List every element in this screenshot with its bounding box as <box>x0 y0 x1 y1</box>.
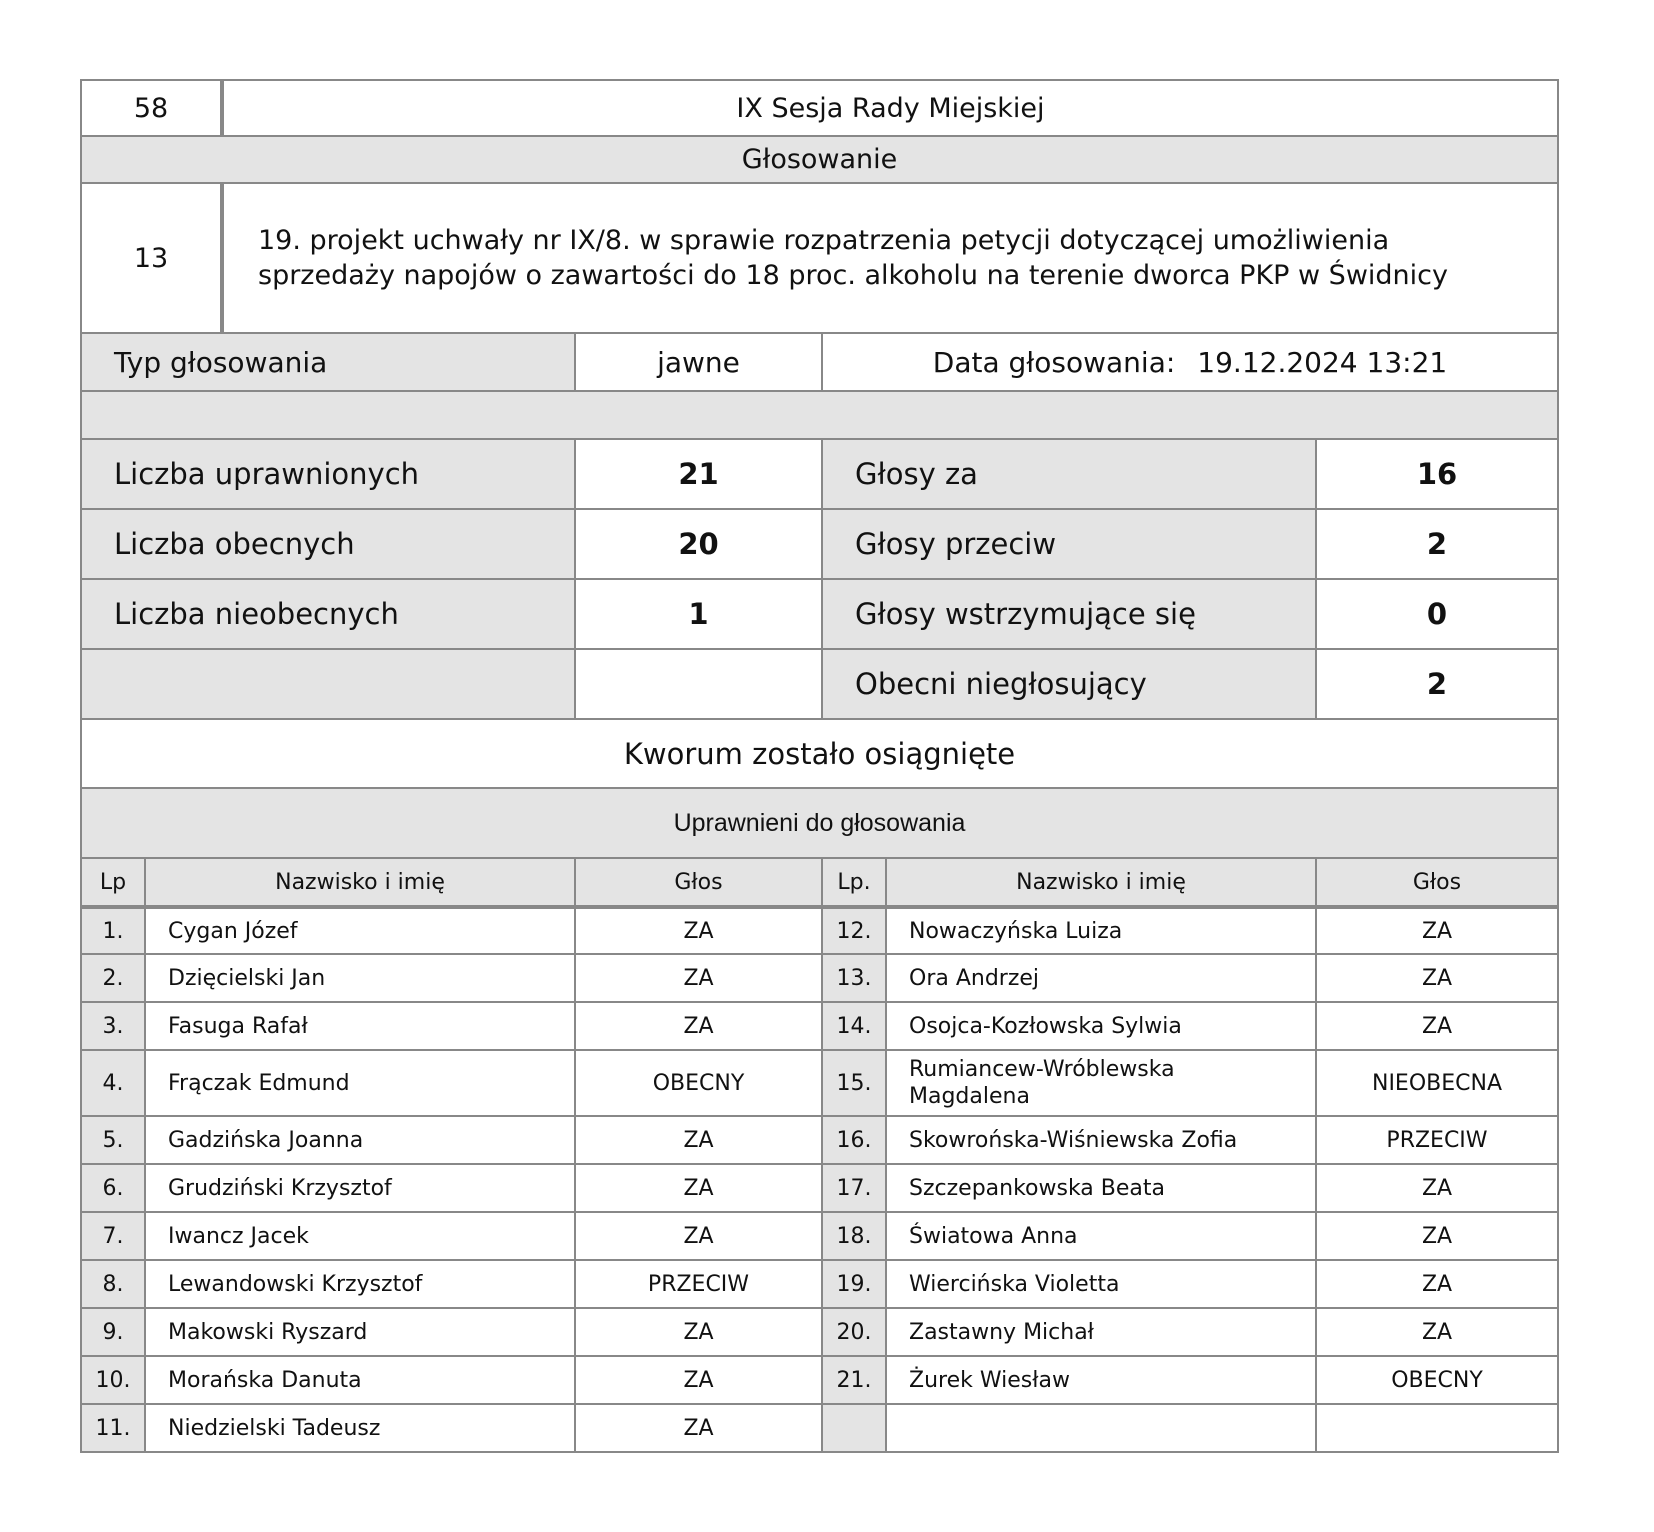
lp-cell: 12. <box>823 909 887 955</box>
name-cell: Niedzielski Tadeusz <box>146 1405 576 1453</box>
lp-cell: 5. <box>82 1117 146 1165</box>
name-cell <box>887 1003 1317 1051</box>
name-cell <box>887 955 1317 1003</box>
name-cell <box>887 1261 1317 1309</box>
name-cell <box>887 1357 1317 1405</box>
name-cell <box>887 1051 1317 1117</box>
name-cell <box>887 909 1317 955</box>
name-cell: Dzięcielski Jan <box>146 955 576 1003</box>
lp-cell: 20. <box>823 1309 887 1357</box>
name-line: Szczepankowska Beata <box>909 1175 1165 1201</box>
voting-title: Głosowanie <box>82 137 1559 184</box>
name-line: Zastawny Michał <box>909 1319 1094 1345</box>
name-cell: Gadzińska Joanna <box>146 1117 576 1165</box>
lp-cell: 4. <box>82 1051 146 1117</box>
vote-table-body <box>80 907 1559 1453</box>
name-cell: Lewandowski Krzysztof <box>146 1261 576 1309</box>
lp-cell: 2. <box>82 955 146 1003</box>
vote-cell: PRZECIW <box>1317 1117 1559 1165</box>
stats-row-3 <box>80 580 1559 650</box>
name-line: Wiercińska Violetta <box>909 1271 1120 1297</box>
item-description <box>224 184 1559 334</box>
vote-cell: ZA <box>576 1309 823 1357</box>
lp-cell: 8. <box>82 1261 146 1309</box>
name-line: Magdalena <box>909 1084 1030 1109</box>
lp-cell: 11. <box>82 1405 146 1453</box>
name-cell: Frączak Edmund <box>146 1051 576 1117</box>
vote-cell: ZA <box>576 1117 823 1165</box>
votes-against-label: Głosy przeciw <box>823 510 1317 580</box>
name-line: Skowrońska-Wiśniewska Zofia <box>909 1127 1238 1153</box>
table-row <box>80 1003 1559 1051</box>
name-line: Ora Andrzej <box>909 965 1040 991</box>
col-vote-right: Głos <box>1317 859 1559 907</box>
name-cell: Fasuga Rafał <box>146 1003 576 1051</box>
vote-cell: ZA <box>1317 1213 1559 1261</box>
name-cell: Iwancz Jacek <box>146 1213 576 1261</box>
lp-cell: 21. <box>823 1357 887 1405</box>
table-row <box>80 1213 1559 1261</box>
voting-title-row <box>80 137 1559 184</box>
present-value: 20 <box>576 510 823 580</box>
col-lp-right: Lp. <box>823 859 887 907</box>
lp-cell: 19. <box>823 1261 887 1309</box>
col-lp-left: Lp <box>82 859 146 907</box>
table-row <box>80 1117 1559 1165</box>
vote-cell: ZA <box>576 909 823 955</box>
vote-cell: ZA <box>576 955 823 1003</box>
vote-cell: ZA <box>576 1165 823 1213</box>
votes-against-value: 2 <box>1317 510 1559 580</box>
table-row <box>80 1357 1559 1405</box>
vote-date-label: Data głosowania: <box>932 345 1176 379</box>
col-vote-left: Głos <box>576 859 823 907</box>
table-row <box>80 1405 1559 1453</box>
name-line: Osojca-Kozłowska Sylwia <box>909 1013 1182 1039</box>
lp-cell: 15. <box>823 1051 887 1117</box>
empty-stat-label <box>82 650 576 720</box>
col-name-right: Nazwisko i imię <box>887 859 1317 907</box>
col-name-left: Nazwisko i imię <box>146 859 576 907</box>
eligible-title-row <box>80 789 1559 859</box>
vote-cell: OBECNY <box>1317 1357 1559 1405</box>
table-row <box>80 1165 1559 1213</box>
lp-cell: 9. <box>82 1309 146 1357</box>
votes-for-value: 16 <box>1317 440 1559 510</box>
stats-row-1 <box>80 440 1559 510</box>
lp-cell: 16. <box>823 1117 887 1165</box>
lp-cell: 13. <box>823 955 887 1003</box>
table-row <box>80 1261 1559 1309</box>
lp-cell: 17. <box>823 1165 887 1213</box>
spacer-row <box>80 392 1559 440</box>
item-description-line-2: sprzedaży napojów o zawartości do 18 proc. alkoholu na terenie dworca PKP w Świdnicy <box>258 260 1448 291</box>
name-line: Żurek Wiesław <box>909 1367 1070 1393</box>
vote-cell: ZA <box>576 1213 823 1261</box>
lp-cell <box>823 1405 887 1453</box>
lp-cell: 7. <box>82 1213 146 1261</box>
item-description-line-1: 19. projekt uchwały nr IX/8. w sprawie rozpatrzenia petycji dotyczącej umożliwienia <box>258 225 1390 256</box>
name-cell: Cygan Józef <box>146 909 576 955</box>
vote-type-value: jawne <box>576 334 823 392</box>
quorum-status: Kworum zostało osiągnięte <box>82 720 1559 789</box>
table-row <box>80 1051 1559 1117</box>
lp-cell: 10. <box>82 1357 146 1405</box>
header-row <box>80 79 1559 137</box>
spacer-cell <box>82 392 1559 440</box>
present-label: Liczba obecnych <box>82 510 576 580</box>
session-title: IX Sesja Rady Miejskiej <box>224 81 1559 137</box>
name-cell <box>887 1117 1317 1165</box>
name-line: Światowa Anna <box>909 1223 1078 1249</box>
abstain-label: Głosy wstrzymujące się <box>823 580 1317 650</box>
item-number: 13 <box>82 184 224 334</box>
table-row <box>80 955 1559 1003</box>
name-cell <box>887 1165 1317 1213</box>
vote-type-row <box>80 334 1559 392</box>
vote-cell: ZA <box>576 1003 823 1051</box>
lp-cell: 3. <box>82 1003 146 1051</box>
voting-document <box>80 79 1559 1453</box>
vote-cell <box>1317 1405 1559 1453</box>
vote-cell: PRZECIW <box>576 1261 823 1309</box>
item-row <box>80 184 1559 334</box>
vote-cell: ZA <box>576 1357 823 1405</box>
stats-row-4 <box>80 650 1559 720</box>
eligible-label: Liczba uprawnionych <box>82 440 576 510</box>
eligible-title: Uprawnieni do głosowania <box>82 789 1559 859</box>
name-cell: Grudziński Krzysztof <box>146 1165 576 1213</box>
vote-cell: ZA <box>1317 1165 1559 1213</box>
stats-row-2 <box>80 510 1559 580</box>
lp-cell: 14. <box>823 1003 887 1051</box>
name-cell <box>887 1405 1317 1453</box>
vote-cell: ZA <box>1317 1309 1559 1357</box>
quorum-row <box>80 720 1559 789</box>
absent-label: Liczba nieobecnych <box>82 580 576 650</box>
vote-date-value: 19.12.2024 13:21 <box>1197 345 1448 379</box>
name-cell <box>887 1213 1317 1261</box>
vote-type-label: Typ głosowania <box>82 334 576 392</box>
vote-cell: ZA <box>1317 1261 1559 1309</box>
name-cell: Makowski Ryszard <box>146 1309 576 1357</box>
absent-value: 1 <box>576 580 823 650</box>
lp-cell: 18. <box>823 1213 887 1261</box>
vote-cell: OBECNY <box>576 1051 823 1117</box>
not-voting-value: 2 <box>1317 650 1559 720</box>
vote-date <box>823 334 1559 392</box>
eligible-value: 21 <box>576 440 823 510</box>
name-cell <box>887 1309 1317 1357</box>
session-number: 58 <box>82 81 224 137</box>
column-header-row <box>80 859 1559 907</box>
lp-cell: 1. <box>82 909 146 955</box>
empty-stat-value <box>576 650 823 720</box>
votes-for-label: Głosy za <box>823 440 1317 510</box>
abstain-value: 0 <box>1317 580 1559 650</box>
vote-cell: ZA <box>1317 1003 1559 1051</box>
not-voting-label: Obecni niegłosujący <box>823 650 1317 720</box>
name-line: Nowaczyńska Luiza <box>909 918 1123 944</box>
name-line: Rumiancew-Wróblewska <box>909 1057 1175 1082</box>
table-row <box>80 1309 1559 1357</box>
vote-cell: ZA <box>1317 909 1559 955</box>
vote-cell: NIEOBECNA <box>1317 1051 1559 1117</box>
table-row <box>80 907 1559 955</box>
vote-cell: ZA <box>576 1405 823 1453</box>
vote-cell: ZA <box>1317 955 1559 1003</box>
name-cell: Morańska Danuta <box>146 1357 576 1405</box>
lp-cell: 6. <box>82 1165 146 1213</box>
